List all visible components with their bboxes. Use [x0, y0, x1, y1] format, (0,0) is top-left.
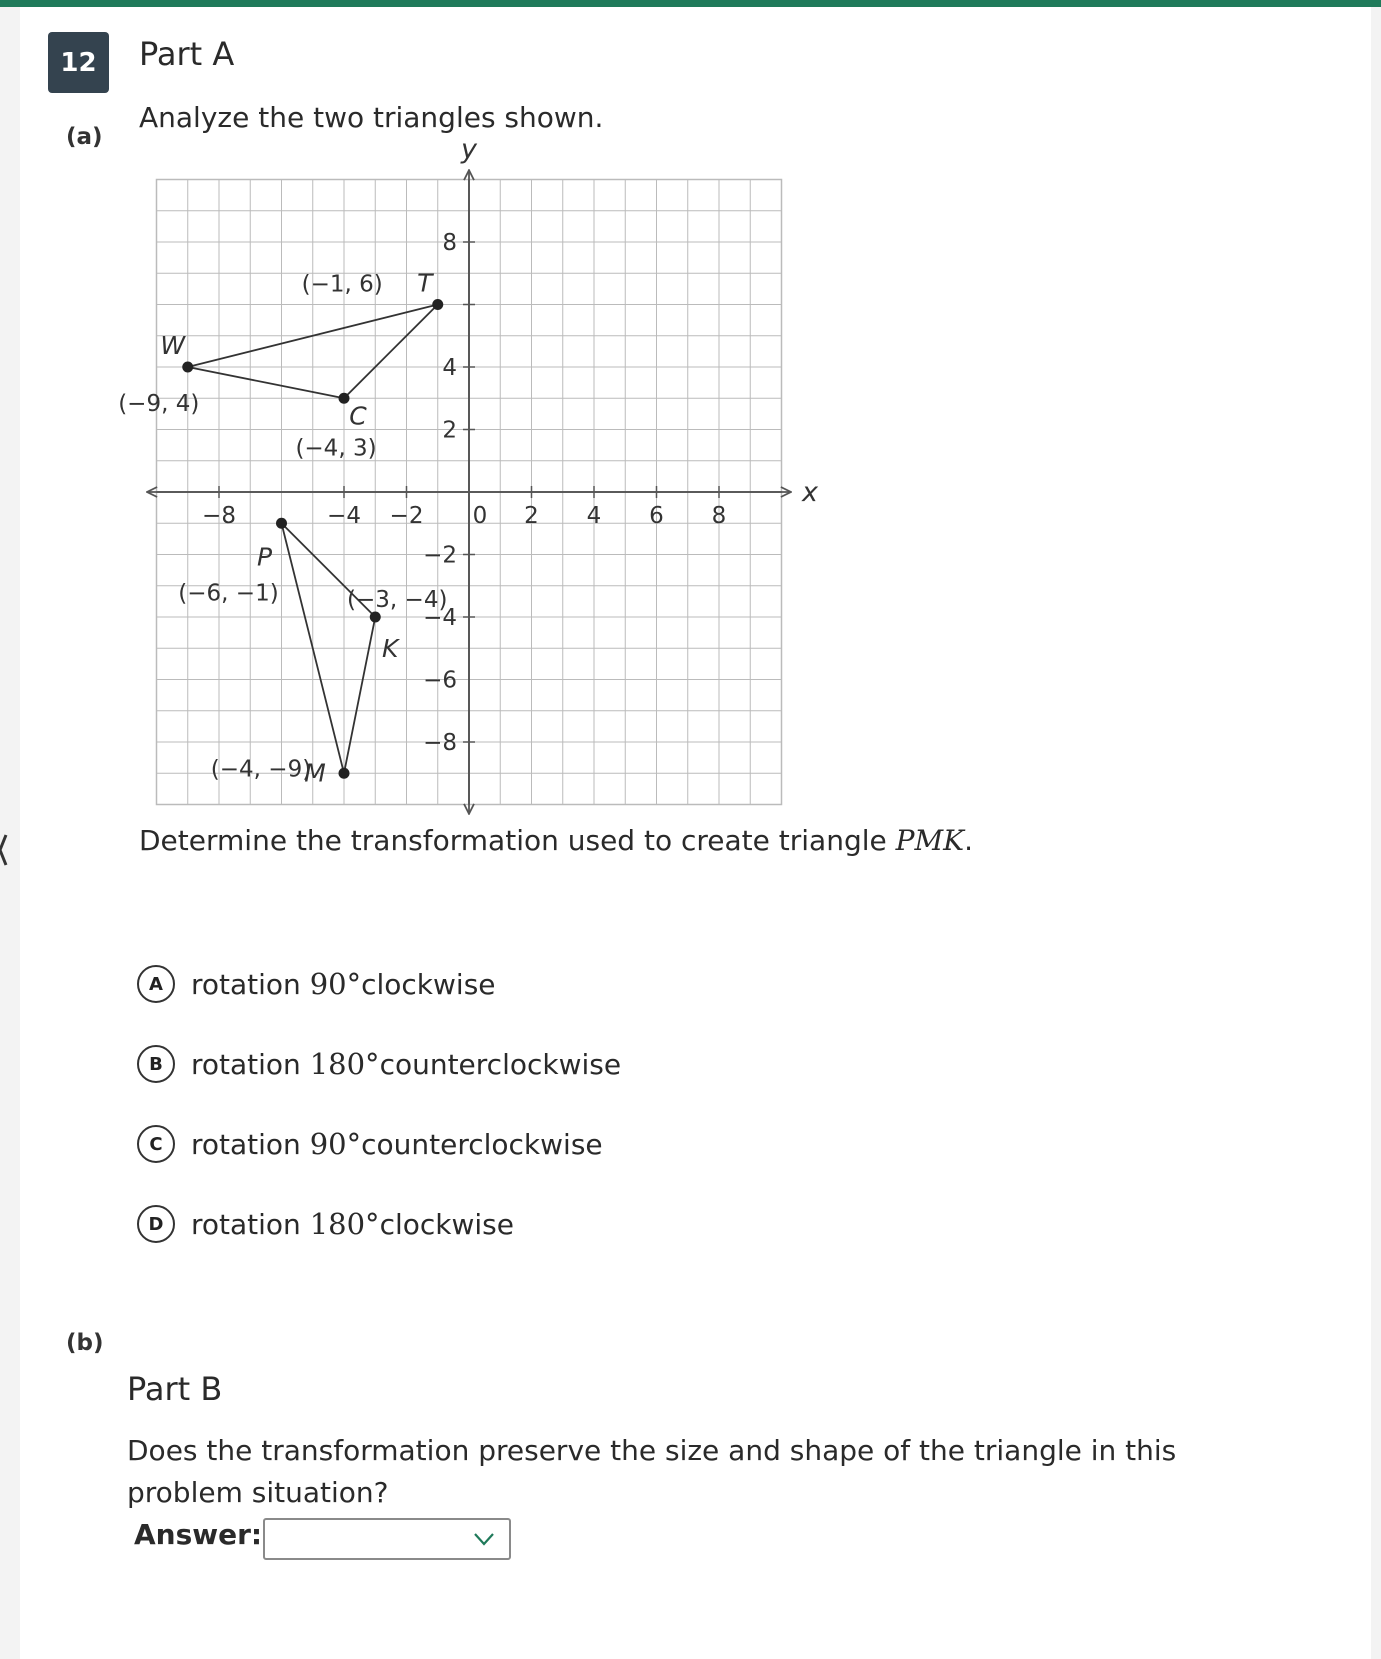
- part-a-marker: (a): [66, 124, 103, 150]
- point-c: [339, 393, 350, 404]
- x-tick-label: 6: [649, 503, 664, 529]
- y-tick-label: −8: [423, 730, 457, 756]
- part-b-marker: (b): [66, 1330, 104, 1356]
- y-tick-label: 2: [442, 417, 457, 444]
- top-accent-bar: [0, 0, 1381, 7]
- x-tick-label: 0: [472, 503, 488, 529]
- choice-c-letter[interactable]: C: [137, 1125, 175, 1163]
- x-tick-label: 4: [586, 503, 602, 529]
- coord-label-c: (−4, 3): [295, 435, 377, 462]
- coord-label-t: (−1, 6): [301, 271, 383, 298]
- x-axis-label: x: [802, 477, 818, 508]
- answer-dropdown[interactable]: [263, 1518, 511, 1560]
- question-text: Determine the transformation used to create triangle: [139, 824, 896, 857]
- choice-b[interactable]: [137, 1042, 621, 1086]
- choice-a-letter[interactable]: A: [137, 965, 175, 1003]
- point-w: [182, 362, 193, 373]
- x-tick-label: −8: [202, 503, 236, 529]
- y-tick-label: −6: [423, 667, 457, 694]
- choice-d-letter[interactable]: D: [137, 1205, 175, 1243]
- choice-a-text: rotation 90°clockwise: [191, 967, 496, 1001]
- vertex-label-m: M: [304, 758, 326, 788]
- coord-label-k: (−3, −4): [347, 587, 448, 613]
- vertex-label-w: W: [160, 331, 186, 360]
- part-a-title: Part A: [139, 35, 235, 73]
- vertex-label-p: P: [256, 542, 273, 572]
- choice-b-letter[interactable]: B: [137, 1045, 175, 1083]
- vertex-label-k: K: [382, 634, 399, 663]
- y-tick-label: 4: [442, 355, 457, 381]
- y-tick-label: −4: [423, 605, 457, 631]
- choice-c[interactable]: [137, 1122, 603, 1166]
- coordinate-graph: [118, 134, 830, 819]
- choice-c-text: rotation 90°counterclockwise: [191, 1127, 603, 1161]
- y-tick-label: 8: [442, 230, 457, 256]
- choice-d-text: rotation 180°clockwise: [191, 1207, 514, 1241]
- y-tick-label: −2: [423, 542, 457, 569]
- vertex-label-c: C: [349, 401, 367, 431]
- x-tick-label: 8: [711, 503, 727, 529]
- point-p: [276, 518, 287, 529]
- choice-d[interactable]: [137, 1202, 514, 1246]
- coord-label-m: (−4, −9): [210, 756, 312, 783]
- choice-b-text: rotation 180°counterclockwise: [191, 1047, 622, 1081]
- y-axis-label: y: [461, 134, 477, 166]
- x-tick-label: −4: [327, 503, 361, 529]
- part-a-question: [139, 824, 973, 857]
- part-b-title: Part B: [127, 1370, 223, 1408]
- answer-label: Answer:: [134, 1518, 263, 1551]
- point-t: [432, 299, 443, 310]
- point-m: [339, 768, 350, 779]
- coord-label-w: (−9, 4): [118, 391, 200, 417]
- question-number-badge: 12: [48, 32, 109, 93]
- question-period: .: [964, 824, 973, 857]
- part-a-prompt: Analyze the two triangles shown.: [139, 101, 604, 134]
- coordinate-plane: [118, 134, 830, 815]
- point-k: [370, 612, 381, 623]
- triangle-name: PMK: [895, 824, 965, 857]
- choice-a[interactable]: [137, 962, 496, 1006]
- x-tick-label: −2: [389, 503, 424, 529]
- x-tick-label: 2: [524, 503, 539, 529]
- collapse-chevron-icon[interactable]: [0, 833, 8, 867]
- part-b-prompt: Does the transformation preserve the size and shape of the triangle in this problem situation?: [127, 1434, 1177, 1509]
- chevron-down-icon: [473, 1532, 495, 1546]
- vertex-label-t: T: [417, 268, 433, 298]
- coord-label-p: (−6, −1): [178, 580, 279, 607]
